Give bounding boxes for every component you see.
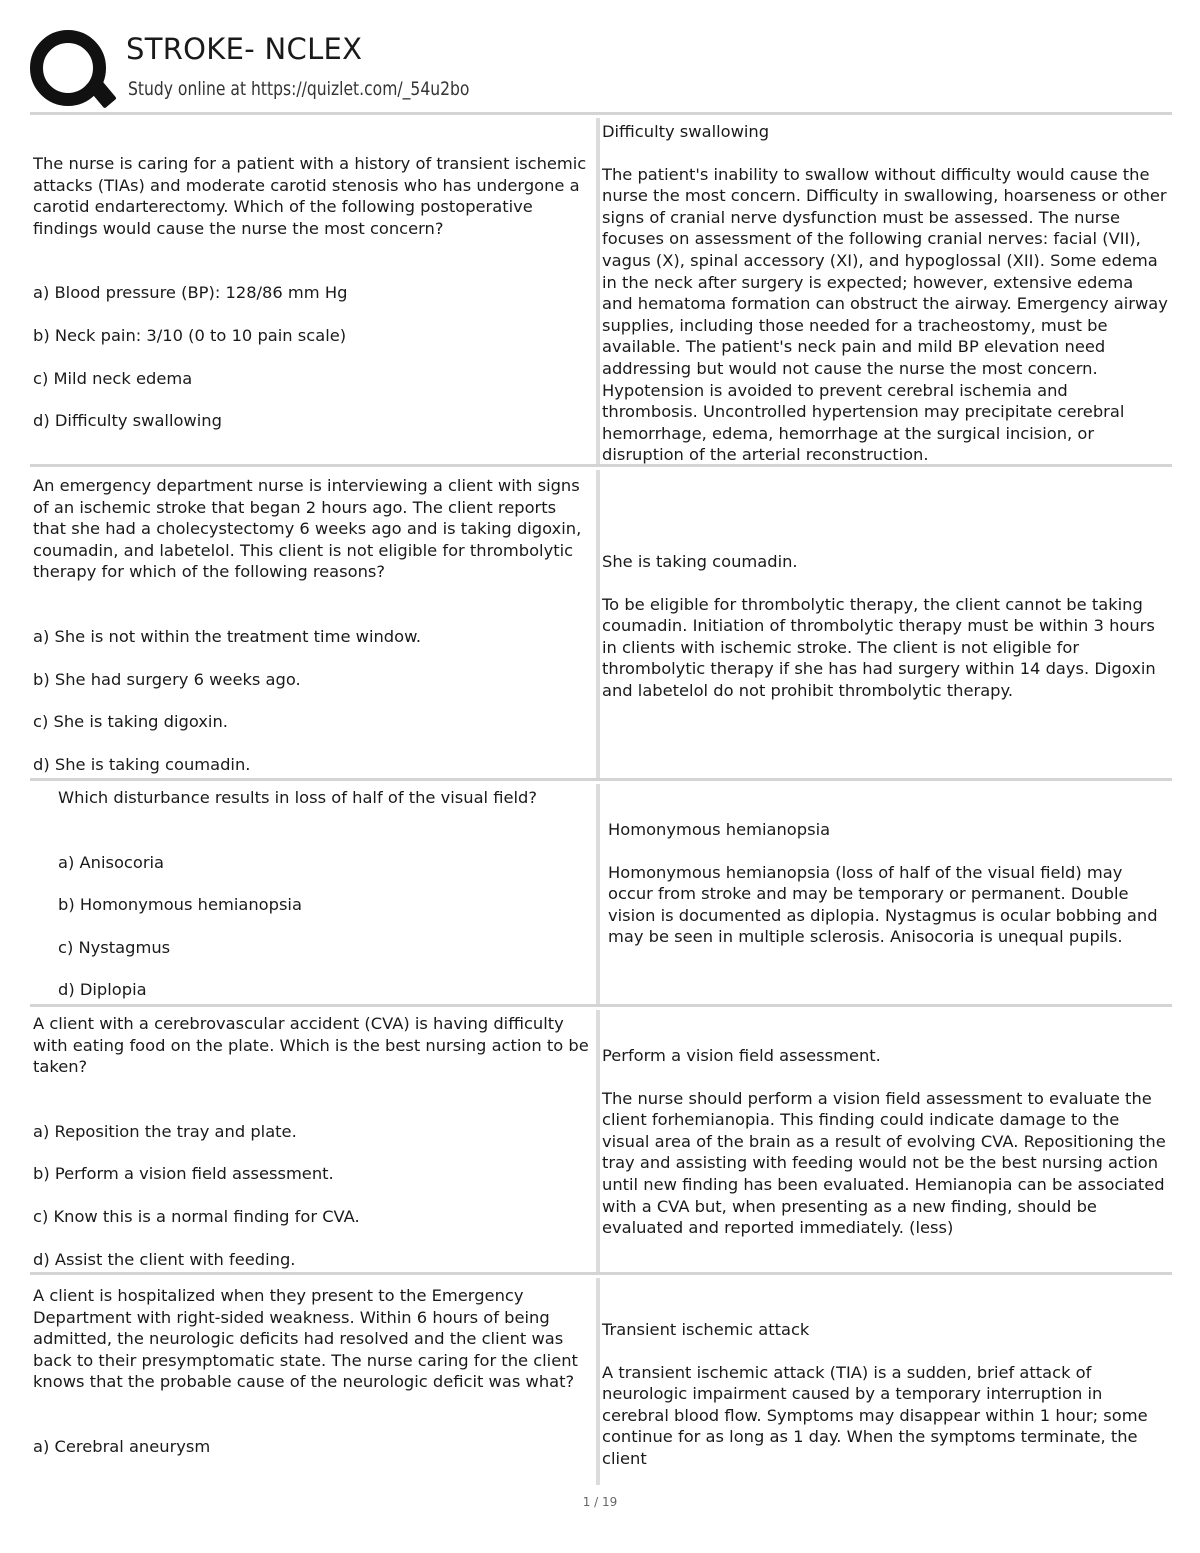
question-panel [58, 787, 588, 1001]
column-divider [596, 118, 600, 467]
answer-panel [602, 121, 1168, 466]
answer-panel [602, 551, 1168, 702]
option-d: d) She is taking coumadin. [33, 754, 251, 774]
option-b: b) She had surgery 6 weeks ago. [33, 669, 301, 689]
flashcard [30, 464, 1172, 781]
option-a: a) Reposition the tray and plate. [33, 1121, 297, 1141]
question-panel [33, 1013, 593, 1270]
answer-explanation: The patient's inability to swallow without difficulty would cause the nurse the most concern. Difficulty in swallowing, hoarseness or other signs of cranial nerve dysfunction must be assessed. The nurse focuses on assessment of the following cranial nerves: facial (VII), vagus (X), spinal accessory (XI), and hypoglossal (XII). Some edema in the neck after surgery is expected; however, extensive edema and hematoma formation can obstruct the airway. Emergency airway supplies, including those needed for a tracheostomy, must be available. The patient's neck pain and mild BP elevation need addressing but would not cause the nurse the most concern. Hypotension is avoided to prevent cerebral ischemia and thrombosis. Uncontrolled hypertension may precipitate cerebral hemorrhage, edema, hemorrhage at the surgical incision, or disruption of the arterial reconstruction. [602, 164, 1168, 465]
answer-text: She is taking coumadin. [602, 552, 798, 571]
option-b: b) Perform a vision field assessment. [33, 1164, 334, 1184]
page-title: STROKE- NCLEX [126, 32, 363, 66]
answer-explanation: To be eligible for thrombolytic therapy, the client cannot be taking coumadin. Initiation of thrombolytic therapy must be within 3 hours in clients with ischemic stroke. The client is not eligible for thrombolytic therapy if she has had surgery within 14 days. Digoxin and labetelol do not prohibit thrombolytic therapy. [602, 594, 1156, 700]
study-link[interactable]: Study online at https://quizlet.com/_54u2bo [128, 78, 470, 100]
option-d: d) Difficulty swallowing [33, 411, 222, 431]
answer-panel [602, 1319, 1168, 1470]
flashcard [30, 1272, 1172, 1485]
option-d: d) Assist the client with feeding. [33, 1249, 296, 1269]
option-b: b) Homonymous hemianopsia [58, 895, 302, 915]
page-header [30, 28, 1180, 110]
answer-text: Difficulty swallowing [602, 122, 770, 141]
option-b: b) Neck pain: 3/10 (0 to 10 pain scale) [33, 325, 347, 345]
column-divider [596, 1010, 600, 1275]
quizlet-logo-icon [30, 30, 106, 106]
option-a: a) Anisocoria [58, 852, 165, 872]
column-divider [596, 1278, 600, 1485]
option-c: c) Mild neck edema [33, 368, 193, 388]
option-c: c) She is taking digoxin. [33, 712, 228, 732]
question-text: The nurse is caring for a patient with a history of transient ischemic attacks (TIAs) and moderate carotid stenosis who has undergone a carotid endarterectomy. Which of the following postoperative findings would cause the nurse the most concern? [33, 154, 587, 238]
flashcard [30, 778, 1172, 1007]
answer-panel [608, 819, 1168, 948]
answer-text: Perform a vision field assessment. [602, 1046, 881, 1065]
question-panel [33, 1285, 593, 1458]
question-text: A client is hospitalized when they present to the Emergency Department with right-sided weakness. Within 6 hours of being admitted, the neurologic deficits had resolved and the client was back to their presymptomatic state. The nurse caring for the client knows that the probable cause of the neurologic deficit was what? [33, 1286, 578, 1392]
answer-text: Homonymous hemianopsia [608, 820, 831, 839]
question-text: Which disturbance results in loss of half of the visual field? [58, 788, 538, 807]
question-panel [33, 475, 593, 775]
column-divider [596, 784, 600, 1007]
option-d: d) Diplopia [58, 980, 147, 1000]
question-panel [33, 153, 593, 432]
flashcard [30, 112, 1172, 467]
option-c: c) Nystagmus [58, 937, 171, 957]
answer-panel [602, 1045, 1168, 1239]
option-a: a) Blood pressure (BP): 128/86 mm Hg [33, 283, 348, 303]
answer-explanation: The nurse should perform a vision field assessment to evaluate the client forhemianopia. This finding could indicate damage to the visual area of the brain as a result of evolving CVA. Repositioning the tray and assisting with feeding would not be the best nursing action until new finding has been evaluated. Hemianopia can be associated with a CVA but, when presenting as a new finding, should be evaluated and reported immediately. (less) [602, 1088, 1166, 1238]
answer-text: Transient ischemic attack [602, 1320, 810, 1339]
answer-explanation: Homonymous hemianopsia (loss of half of the visual field) may occur from stroke and may be temporary or permanent. Double vision is documented as diplopia. Nystagmus is ocular bobbing and may be seen in multiple sclerosis. Anisocoria is unequal pupils. [608, 862, 1158, 947]
option-a: a) Cerebral aneurysm [33, 1436, 211, 1456]
question-text: An emergency department nurse is interviewing a client with signs of an ischemic stroke that began 2 hours ago. The client reports that she had a cholecystectomy 6 weeks ago and is taking digoxin, coumadin, and labetelol. This client is not eligible for thrombolytic therapy for which of the following reasons? [33, 476, 582, 582]
flashcard [30, 1004, 1172, 1275]
column-divider [596, 470, 600, 781]
option-c: c) Know this is a normal finding for CVA. [33, 1206, 360, 1226]
page-number: 1 / 19 [582, 1495, 618, 1509]
answer-explanation: A transient ischemic attack (TIA) is a sudden, brief attack of neurologic impairment caused by a temporary interruption in cerebral blood flow. Symptoms may disappear within 1 hour; some continue for as long as 1 day. When the symptoms terminate, the client [602, 1362, 1148, 1468]
question-text: A client with a cerebrovascular accident (CVA) is having difficulty with eating food on the plate. Which is the best nursing action to be taken? [33, 1014, 589, 1077]
option-a: a) She is not within the treatment time window. [33, 626, 422, 646]
